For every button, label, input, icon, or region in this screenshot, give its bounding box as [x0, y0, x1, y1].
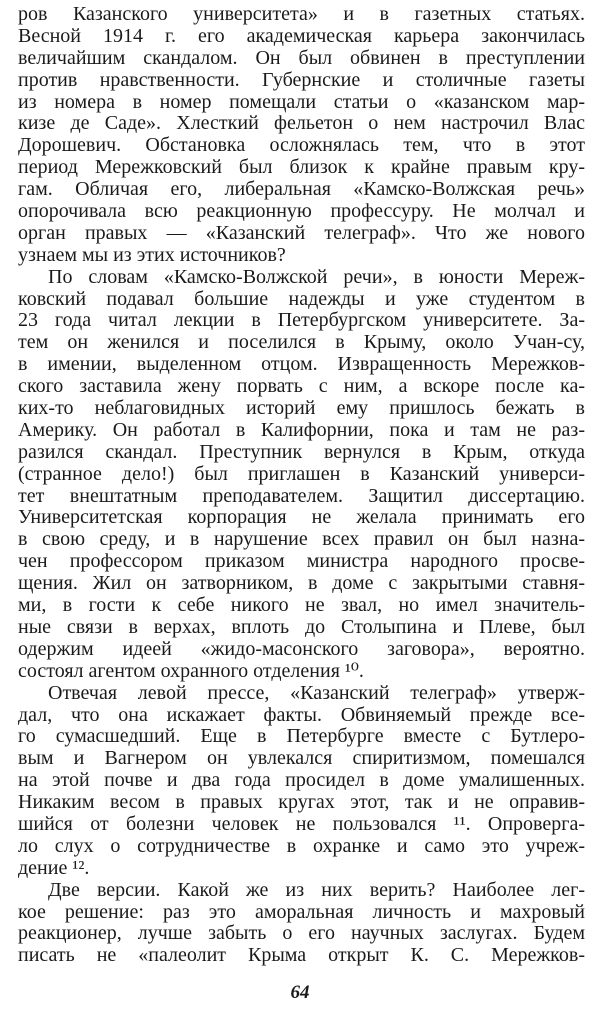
text-line: тем он женился и поселился в Крыму, около Учан-су, — [18, 331, 585, 354]
text-line: орган правых — «Казанский телеграф». Что же нового — [18, 221, 585, 244]
text-line: чен профессором приказом министра народного просве- — [18, 550, 585, 573]
text-line: ких-то неблаговидных историй ему пришлось бежать в — [18, 397, 585, 420]
text-line: тет внештатным преподавателем. Защитил диссертацию. — [18, 484, 585, 507]
page-body-text — [18, 4, 585, 967]
text-line: опорочивала всю реакционную профессуру. Не молчал и — [18, 200, 585, 223]
text-line: ковский подавал большие надежды и уже студентом в — [18, 287, 585, 310]
text-line: из номера в номер помещали статьи о «казанском мар- — [18, 90, 585, 113]
text-line: дение ¹². — [18, 856, 90, 879]
text-line: вым и Вагнером он увлекался спиритизмом, помешался — [18, 747, 585, 770]
paragraph — [18, 880, 585, 968]
text-line: Весной 1914 г. его академическая карьера закончилась — [18, 24, 585, 47]
text-line: на этой почве и два года просидел в доме умалишенных. — [18, 769, 585, 792]
text-line: величайшим скандалом. Он был обвинен в преступлении — [18, 46, 585, 69]
text-line: Америку. Он работал в Калифорнии, пока и там не раз- — [18, 418, 585, 441]
text-line: гам. Обличая его, либеральная «Камско-Волжская речь» — [18, 178, 585, 201]
text-line: ров Казанского университета» и в газетных статьях. — [18, 3, 585, 25]
text-line: состоял агентом охранного отделения ¹⁰. — [18, 659, 364, 682]
text-line: Отвечая левой прессе, «Казанский телеграф» утверж- — [48, 681, 585, 704]
text-line: кое решение: раз это аморальная личность и махровый — [18, 900, 585, 923]
text-line: ло слух о сотрудничестве в охранке и само это учреж- — [18, 834, 585, 857]
text-line: Две версии. Какой же из них верить? Наиболее лег- — [48, 878, 585, 901]
text-line: писать не «палеолит Крыма открыт К. С. Мережков- — [18, 944, 585, 967]
paragraph — [18, 4, 585, 267]
page-number: 64 — [290, 982, 310, 1003]
text-line: реакционер, лучше забыть о его научных заслугах. Будем — [18, 922, 585, 945]
text-line: го сумасшедший. Еще в Петербурге вместе с Бутлеро- — [18, 725, 585, 748]
text-line: в свою среду, и в нарушение всех правил он был назна- — [18, 528, 585, 551]
text-line: узнаем мы из этих источников? — [18, 243, 286, 266]
text-line: (странное дело!) был приглашен в Казанский универси- — [18, 462, 585, 485]
text-line: в имении, выделенном отцом. Извращенность Мережков- — [18, 353, 585, 376]
text-line: ского заставила жену порвать с ним, а вскоре после ка- — [18, 375, 585, 398]
text-line: дал, что она искажает факты. Обвиняемый прежде все- — [18, 703, 585, 726]
text-line: одержим идеей «жидо-масонского заговора», вероятно. — [18, 637, 585, 660]
text-line: Никаким весом в правых кругах этот, так и не оправив- — [18, 791, 585, 814]
text-line: период Мережковский был близок к крайне правым кру- — [18, 156, 585, 179]
text-line: Университетская корпорация не желала принимать его — [18, 506, 585, 529]
text-line: против нравственности. Губернские и столичные газеты — [18, 68, 585, 91]
text-line: щения. Жил он затворником, в доме с закрытыми ставня- — [18, 572, 585, 595]
text-line: кизе де Саде». Хлесткий фельетон о нем настрочил Влас — [18, 112, 585, 135]
text-line: По словам «Камско-Волжской речи», в юности Мереж- — [48, 265, 585, 288]
paragraph — [18, 267, 585, 683]
text-line: Дорошевич. Обстановка осложнялась тем, что в этот — [18, 134, 585, 157]
paragraph — [18, 683, 585, 880]
text-line: ные связи в верхах, вплоть до Столыпина и Плеве, был — [18, 615, 585, 638]
text-line: шийся от болезни человек не пользовался ¹¹. Опроверга- — [18, 812, 585, 835]
text-line: ми, в гости к себе никого не звал, но имел значитель- — [18, 594, 585, 617]
text-line: 23 года читал лекции в Петербургском университете. За- — [18, 309, 585, 332]
text-line: разился скандал. Преступник вернулся в Крым, откуда — [18, 440, 585, 463]
